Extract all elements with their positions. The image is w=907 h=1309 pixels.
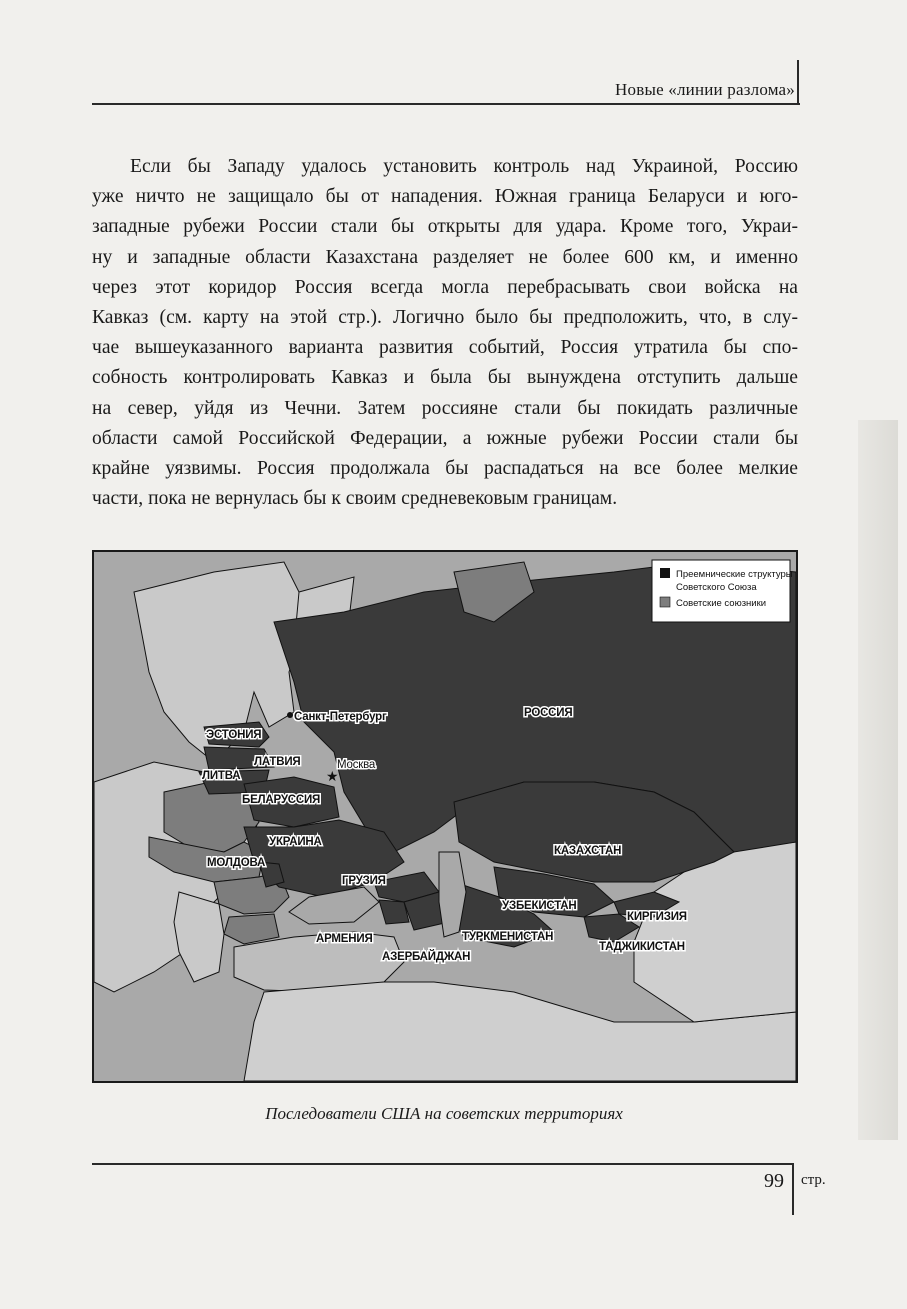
label-ukraine: УКРАИНА	[269, 836, 322, 848]
footer-vertical-rule	[792, 1163, 794, 1215]
label-georgia: ГРУЗИЯ	[342, 875, 386, 887]
label-saint-petersburg: Санкт-Петербург	[294, 711, 387, 723]
header-rule	[92, 103, 800, 105]
legend-successor-line1: Преемнические структуры	[676, 569, 793, 580]
map-figure	[92, 550, 798, 1083]
page-number: 99	[764, 1170, 784, 1192]
label-moscow: Москва	[337, 759, 376, 771]
header-vertical-rule	[797, 60, 799, 105]
label-azerbaijan: АЗЕРБАЙДЖАН	[382, 951, 471, 963]
page-edge-shadow	[858, 420, 898, 1140]
label-lithuania: ЛИТВА	[202, 770, 241, 782]
saint-petersburg-marker	[287, 712, 293, 718]
label-kazakhstan: КАЗАХСТАН	[554, 845, 622, 857]
text-line: Если бы Западу удалось установить контроль над Украиной, Россию	[130, 156, 798, 177]
label-tajikistan: ТАДЖИКИСТАН	[599, 941, 685, 953]
label-kyrgyzstan: КИРГИЗИЯ	[627, 911, 687, 923]
text-line: собность контролировать Кавказ и была бы вынуждена отступить дальше	[92, 367, 798, 389]
text-line: чае вышеуказанного варианта развития событий, Россия утратила бы спо-	[92, 337, 798, 359]
footer-rule	[92, 1163, 792, 1165]
label-latvia: ЛАТВИЯ	[254, 756, 301, 768]
label-moldova: МОЛДОВА	[207, 857, 266, 869]
text-line: уже ничто не защищало бы от нападения. Южная граница Беларуси и юго-	[92, 186, 798, 208]
legend-successor-line2: Советского Союза	[676, 582, 757, 593]
moscow-star-icon: ★	[326, 770, 339, 785]
text-line: части, пока не вернулась бы к своим средневековым границам.	[92, 488, 618, 510]
label-armenia: АРМЕНИЯ	[316, 933, 373, 945]
text-line: западные рубежи России стали бы открыты для удара. Кроме того, Украи-	[92, 216, 798, 238]
running-header: Новые «линии разлома»	[615, 80, 795, 99]
figure-caption: Последователи США на советских территориях	[265, 1104, 623, 1123]
map-svg	[94, 552, 796, 1081]
label-uzbekistan: УЗБЕКИСТАН	[502, 900, 577, 912]
text-line: через этот коридор Россия всегда могла перебрасывать свои войска на	[92, 276, 798, 298]
label-russia: РОССИЯ	[524, 707, 573, 719]
map-legend	[652, 560, 793, 622]
page-suffix: стр.	[801, 1172, 826, 1188]
label-belarus: БЕЛАРУССИЯ	[242, 794, 321, 806]
label-turkmenistan: ТУРКМЕНИСТАН	[462, 931, 554, 943]
text-line: области самой Российской Федерации, а южные рубежи России стали бы	[92, 427, 798, 449]
text-line: Кавказ (см. карту на этой стр.). Логично было бы предположить, что, в слу-	[92, 307, 798, 329]
label-estonia: ЭСТОНИЯ	[206, 729, 262, 741]
text-line: ну и западные области Казахстана разделяет не более 600 км, и именно	[92, 246, 798, 268]
text-line: на север, уйдя из Чечни. Затем россияне стали бы покидать различные	[92, 397, 798, 419]
body-paragraph	[92, 152, 798, 514]
text-line: крайне уязвимы. Россия продолжала бы распадаться на все более мелкие	[92, 458, 798, 480]
legend-allies: Советские союзники	[676, 598, 767, 609]
